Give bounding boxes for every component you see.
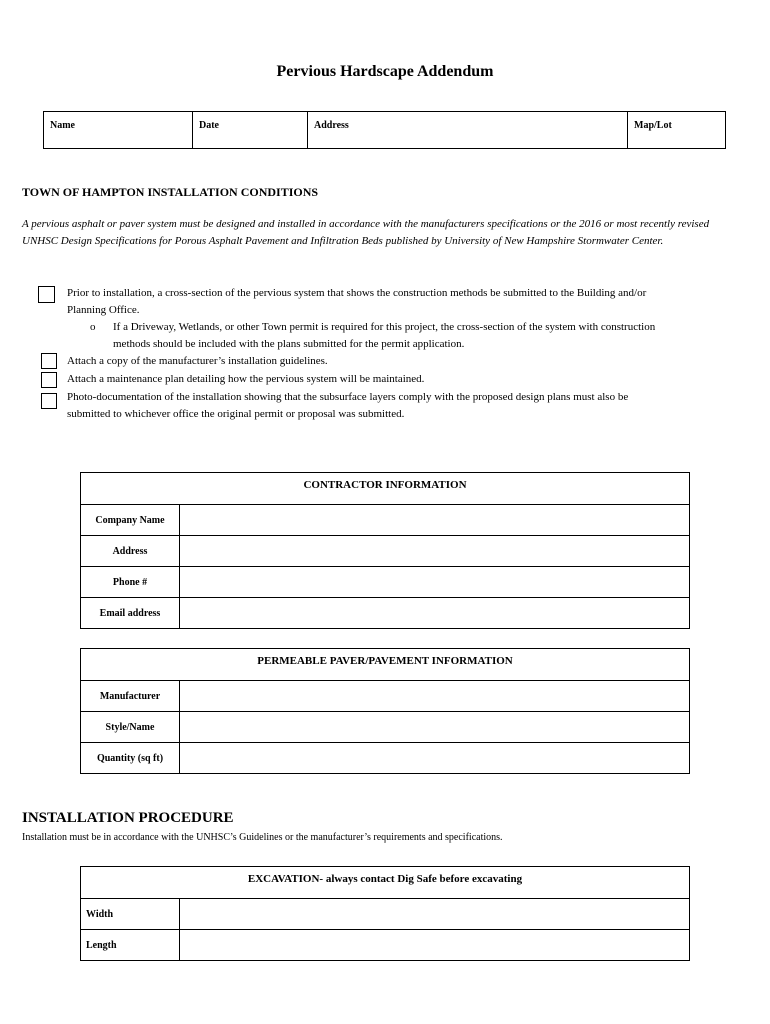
condition-item-4 [67,389,757,423]
condition-item-2: Attach a copy of the manufacturer’s installation guidelines. [67,355,328,367]
condition-item-1-line1: Prior to installation, a cross-section of the pervious system that shows the construction methods be submitted to the Building and/or [67,287,647,299]
manufacturer-row [81,681,689,712]
paver-heading: PERMEABLE PAVER/PAVEMENT INFORMATION [81,649,689,681]
company-name-label: Company Name [81,505,180,535]
checkbox-photo-documentation[interactable] [41,393,57,409]
address-label: Address [314,120,349,131]
condition-item-4-line2: submitted to whichever office the original permit or proposal was submitted. [67,408,405,420]
checkbox-cross-section[interactable] [38,286,55,303]
phone-input[interactable] [180,567,689,597]
condition-item-3: Attach a maintenance plan detailing how the pervious system will be maintained. [67,373,425,385]
manufacturer-label: Manufacturer [81,681,180,711]
style-row [81,712,689,743]
quantity-label: Quantity (sq ft) [81,743,180,773]
email-label: Email address [81,598,180,628]
condition-item-1 [67,285,757,319]
condition-sub-item [113,319,753,353]
width-input[interactable] [180,899,689,929]
contractor-phone-row [81,567,689,598]
length-row [81,930,689,960]
checkbox-manufacturer-guidelines[interactable] [41,353,57,369]
checkbox-maintenance-plan[interactable] [41,372,57,388]
company-name-input[interactable] [180,505,689,535]
condition-item-1-line2: Planning Office. [67,304,140,316]
contractor-address-input[interactable] [180,536,689,566]
quantity-input[interactable] [180,743,689,773]
contractor-company-row [81,505,689,536]
procedure-heading: INSTALLATION PROCEDURE [22,810,234,826]
contractor-heading: CONTRACTOR INFORMATION [81,473,689,505]
map-lot-label: Map/Lot [634,120,672,131]
sub-bullet: o [90,321,96,333]
quantity-row [81,743,689,773]
procedure-subtext: Installation must be in accordance with the UNHSC’s Guidelines or the manufacturer’s requirements and specifications. [22,832,503,843]
contractor-table [80,472,690,629]
email-input[interactable] [180,598,689,628]
header-table [43,111,726,149]
name-label: Name [50,120,75,131]
contractor-email-row [81,598,689,628]
map-lot-field[interactable] [628,112,725,148]
style-name-input[interactable] [180,712,689,742]
condition-sub-line1: If a Driveway, Wetlands, or other Town permit is required for this project, the cross-section of the system with construction [113,321,656,333]
address-field[interactable] [308,112,628,148]
width-label: Width [81,899,180,929]
manufacturer-input[interactable] [180,681,689,711]
page-title: Pervious Hardscape Addendum [276,63,494,80]
excavation-heading: EXCAVATION- always contact Dig Safe before excavating [81,867,689,899]
date-field[interactable] [193,112,308,148]
width-row [81,899,689,930]
name-field[interactable] [44,112,193,148]
contractor-address-label: Address [81,536,180,566]
conditions-intro: A pervious asphalt or paver system must be designed and installed in accordance with the manufacturers specifications or the 2016 or most recently revised UNHSC Design Specifications for Porous Asphalt Pavement and Infiltration Beds published by University of New Hampshire Stormwater Center. [22,218,710,247]
paver-table [80,648,690,774]
length-label: Length [81,930,180,960]
style-name-label: Style/Name [81,712,180,742]
length-input[interactable] [180,930,689,960]
condition-item-4-line1: Photo-documentation of the installation showing that the subsurface layers comply with the proposed design plans must also be [67,391,629,403]
date-label: Date [199,120,219,131]
phone-label: Phone # [81,567,180,597]
conditions-heading: TOWN OF HAMPTON INSTALLATION CONDITIONS [22,185,319,199]
contractor-address-row [81,536,689,567]
condition-sub-line2: methods should be included with the plans submitted for the permit application. [113,338,465,350]
excavation-table [80,866,690,961]
